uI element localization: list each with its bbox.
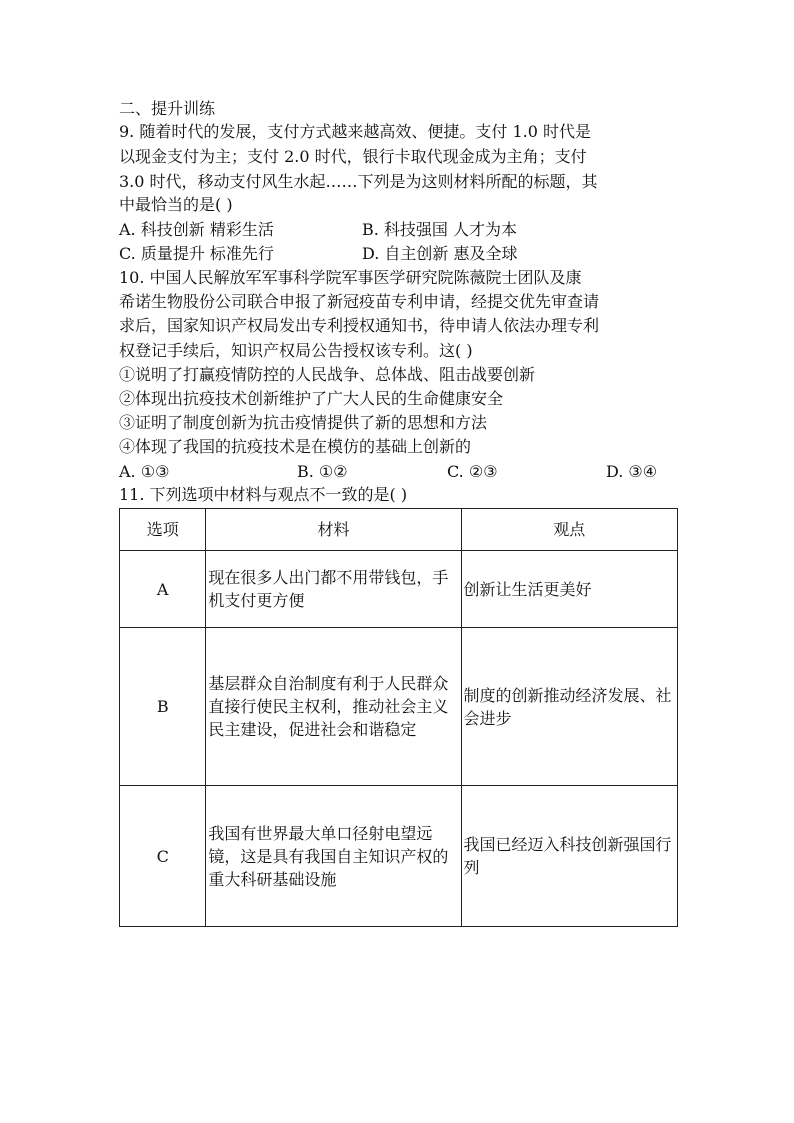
row-a-view: 创新让生活更美好 xyxy=(461,551,677,628)
header-option: 选项 xyxy=(120,509,206,551)
q9-line-4: 中最恰当的是( ) xyxy=(119,195,233,214)
header-material: 材料 xyxy=(206,509,461,551)
row-a-material: 现在很多人出门都不用带钱包，手机支付更方便 xyxy=(206,551,461,628)
row-c-view: 我国已经迈入科技创新强国行列 xyxy=(461,786,677,927)
q10-line-3: 求后，国家知识产权局发出专利授权通知书，待申请人依法办理专利 xyxy=(119,316,600,335)
q10-option-d: D. ③④ xyxy=(606,462,658,481)
header-view: 观点 xyxy=(461,509,677,551)
q10-option-a: A. ①③ xyxy=(119,462,170,481)
q10-statement-4: ④体现了我国的抗疫技术是在模仿的基础上创新的 xyxy=(119,437,472,456)
table-row xyxy=(120,551,678,628)
row-c-material: 我国有世界最大单口径射电望远镜，这是具有我国自主知识产权的重大科研基础设施 xyxy=(206,786,461,927)
q10-line-4: 权登记手续后，知识产权局公告授权该专利。这( ) xyxy=(119,341,473,360)
q10-statement-2: ②体现出抗疫技术创新维护了广大人民的生命健康安全 xyxy=(119,389,504,408)
row-b-view: 制度的创新推动经济发展、社会进步 xyxy=(461,628,677,786)
q10-option-b: B. ①② xyxy=(297,462,348,481)
q11-table xyxy=(119,508,678,927)
q9-line-2: 以现金支付为主；支付 2.0 时代，银行卡取代现金成为主角；支付 xyxy=(119,147,587,166)
q9-option-a: A. 科技创新 精彩生活 xyxy=(119,220,274,239)
table-row xyxy=(120,786,678,927)
q11-stem: 11. 下列选项中材料与观点不一致的是( ) xyxy=(119,485,408,504)
row-c-option: C xyxy=(120,786,206,927)
q10-line-2: 希诺生物股份公司联合申报了新冠疫苗专利申请，经提交优先审查请 xyxy=(119,292,600,311)
table-row xyxy=(120,628,678,786)
row-b-material: 基层群众自治制度有利于人民群众直接行使民主权利，推动社会主义民主建设，促进社会和谐稳定 xyxy=(206,628,461,786)
q9-option-c: C. 质量提升 标准先行 xyxy=(119,244,274,263)
q10-statement-3: ③证明了制度创新为抗击疫情提供了新的思想和方法 xyxy=(119,413,488,432)
table-header-row xyxy=(120,509,678,551)
q9-line-1: 9. 随着时代的发展，支付方式越来越高效、便捷。支付 1.0 时代是 xyxy=(119,122,591,141)
q9-option-b: B. 科技强国 人才为本 xyxy=(362,220,518,239)
q10-line-1: 10. 中国人民解放军军事科学院军事医学研究院陈薇院士团队及康 xyxy=(119,268,582,287)
row-a-option: A xyxy=(120,551,206,628)
section-title: 二、提升训练 xyxy=(119,99,216,118)
row-b-option: B xyxy=(120,628,206,786)
q10-option-c: C. ②③ xyxy=(447,462,498,481)
q9-option-d: D. 自主创新 惠及全球 xyxy=(362,244,518,263)
q9-line-3: 3.0 时代，移动支付风生水起……下列是为这则材料所配的标题，其 xyxy=(119,172,598,191)
q10-statement-1: ①说明了打赢疫情防控的人民战争、总体战、阻击战要创新 xyxy=(119,365,536,384)
